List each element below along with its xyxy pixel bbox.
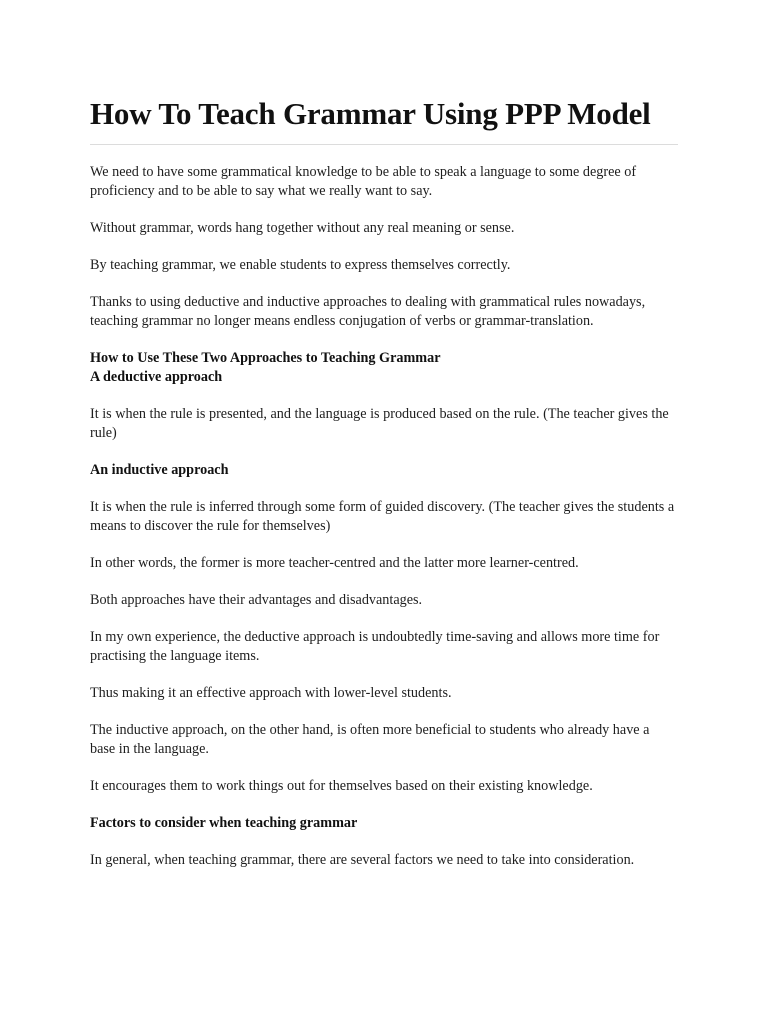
paragraph: The inductive approach, on the other hand, is often more beneficial to students who already have a base in the language. <box>90 722 650 757</box>
paragraph: By teaching grammar, we enable students to express themselves correctly. <box>90 257 511 273</box>
paragraph: It encourages them to work things out for themselves based on their existing knowledge. <box>90 778 593 794</box>
subsection-heading: An inductive approach <box>90 462 229 478</box>
section-heading: How to Use These Two Approaches to Teaching Grammar <box>90 350 441 366</box>
document-title: How To Teach Grammar Using PPP Model <box>90 96 651 131</box>
document-body <box>90 163 678 870</box>
paragraph: In general, when teaching grammar, there are several factors we need to take into consideration. <box>90 852 635 868</box>
section-heading: Factors to consider when teaching grammar <box>90 815 358 831</box>
subsection-heading: A deductive approach <box>90 369 223 385</box>
paragraph: It is when the rule is inferred through some form of guided discovery. (The teacher gives the students a means to discover the rule for themselves) <box>90 499 675 534</box>
paragraph: Both approaches have their advantages and disadvantages. <box>90 592 423 608</box>
paragraph: In other words, the former is more teacher-centred and the latter more learner-centred. <box>90 555 579 571</box>
paragraph: Thus making it an effective approach with lower-level students. <box>90 685 452 701</box>
title-divider <box>90 144 678 145</box>
paragraph: It is when the rule is presented, and the language is produced based on the rule. (The teacher gives the rule) <box>90 406 669 441</box>
paragraph: Without grammar, words hang together without any real meaning or sense. <box>90 220 515 236</box>
paragraph: Thanks to using deductive and inductive approaches to dealing with grammatical rules nowadays, teaching grammar no longer means endless conjugation of verbs or grammar-translation. <box>90 294 646 329</box>
paragraph: In my own experience, the deductive approach is undoubtedly time-saving and allows more time for practising the language items. <box>90 629 660 664</box>
paragraph: We need to have some grammatical knowledge to be able to speak a language to some degree of proficiency and to be able to say what we really want to say. <box>90 164 637 199</box>
